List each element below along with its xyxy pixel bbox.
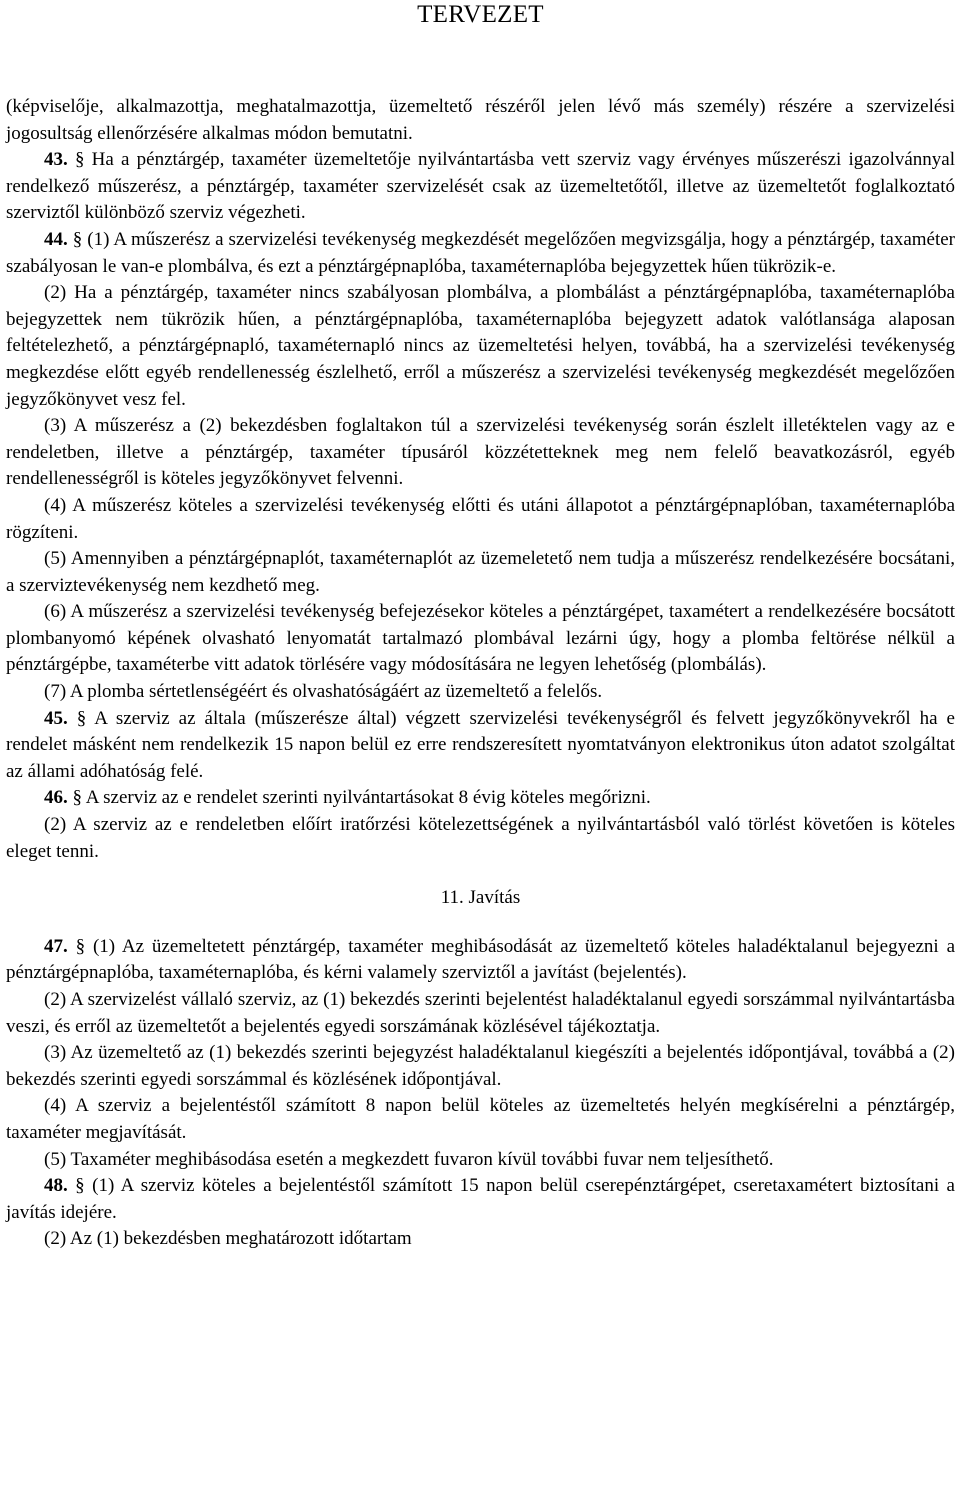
paragraph-text: (6) A műszerész a szervizelési tevékenység befejezésekor köteles a pénztárgépet, taxamétert a rendelkezésére bocsátott plombanyomó képének olvasható lenyomatát tartalmazó plombával lezárni úgy, hogy a plomba feltörése nélkül a pénztárgépbe, taxaméterbe vitt adatok törlésére vagy módosítására ne legyen lehetőség (plombálás). — [6, 601, 955, 676]
article-number: 47. — [44, 935, 68, 957]
paragraph-text: (2) A szervizelést vállaló szerviz, az (1) bekezdés szerinti bejelentést haladéktalanul egyedi sorszámmal nyilvántartásba veszi, és erről az üzemeltetőt a bejelentés egyedi sorszámának közlésével tájékoztatja. — [6, 989, 955, 1037]
article-paragraph — [6, 227, 955, 280]
paragraph-text: A szerviz az e rendelet szerinti nyilvántartásokat 8 évig köteles megőrizni. — [82, 787, 651, 809]
paragraph-text: (1) A szerviz köteles a bejelentéstől számított 15 napon belül cserepénztárgépet, cseretaxamétert biztosítani a javítás idejére. — [6, 1175, 955, 1223]
section-sign: § — [67, 149, 85, 171]
document-body — [6, 94, 955, 1253]
page-header: TERVEZET — [417, 1, 544, 28]
article-paragraph — [6, 706, 955, 786]
paragraph-text: (1) A műszerész a szervizelési tevékenység megkezdését megelőzően megvizsgálja, hogy a pénztárgép, taxaméter szabályosan le van-e plombálva, és ezt a pénztárgépnaplóba, taxaméternaplóba bejegyzettek hűen tükrözik-e. — [6, 228, 955, 277]
section-sign: § — [67, 787, 82, 809]
paragraph-text: Ha a pénztárgép, taxaméter üzemeltetője nyilvántartásba vett szerviz vagy érvényes műszerészi igazolvánnyal rendelkező műszerész, a pénztárgép, taxaméter szervizelését csak az üzemeltetőtől, illetve az üzemeltetőt foglalkoztató szerviztől különböző szerviz végezheti. — [6, 149, 956, 224]
section-sign: § — [67, 707, 87, 729]
paragraph — [6, 546, 955, 599]
article-paragraph — [6, 934, 955, 987]
paragraphs-before-section — [6, 94, 955, 865]
article-number: 44. — [44, 228, 68, 250]
paragraph — [6, 1093, 955, 1146]
paragraph-text: (2) A szerviz az e rendeletben előírt iratőrzési kötelezettségének a nyilvántartásból való törlést követően is köteles eleget tenni. — [6, 814, 955, 862]
paragraph-text: (2) Az (1) bekezdésben meghatározott időtartam — [44, 1228, 412, 1250]
paragraph — [6, 493, 955, 546]
paragraph-text: (7) A plomba sértetlenségéért és olvashatóságáért az üzemeltető a felelős. — [44, 681, 603, 703]
paragraph — [6, 280, 955, 413]
article-paragraph — [6, 147, 955, 227]
paragraph — [6, 94, 955, 147]
article-number: 43. — [44, 149, 68, 171]
section-sign: § — [67, 935, 86, 957]
paragraph-text: (3) Az üzemeltető az (1) bekezdés szerinti bejegyzést haladéktalanul kiegészíti a bejelentés időpontjával, továbbá a (2) bekezdés szerinti egyedi sorszámmal és közlésének időpontjával. — [6, 1042, 955, 1090]
article-paragraph — [6, 785, 955, 812]
article-number: 46. — [44, 787, 68, 809]
paragraphs-after-section — [6, 934, 955, 1253]
article-number: 48. — [44, 1175, 68, 1197]
paragraph-text: (4) A műszerész köteles a szervizelési tevékenység előtti és utáni állapotot a pénztárgépnaplóban, taxaméternaplóba rögzíteni. — [6, 494, 955, 543]
paragraph-text: (2) Ha a pénztárgép, taxaméter nincs szabályosan plombálva, a plombálást a pénztárgépnaplóba, taxaméternaplóba bejegyzettek nem tükrözik hűen, a pénztárgépnaplóba, taxaméternaplóba bejegyzett adatok valótlansága alaposan feltételezhető, a pénztárgépnapló, taxaméternapló nincs az üzemeltetési helyen, továbbá, ha a szervizelési tevékenység megkezdése előtt egyéb rendellenesség észlelhető, erről a műszerész a szervizelési tevékenység megkezdését megelőzően jegyzőkönyvet vesz fel. — [6, 282, 955, 410]
paragraph-text: (5) Taxaméter meghibásodása esetén a megkezdett fuvaron kívül további fuvar nem teljesíthető. — [44, 1148, 774, 1170]
paragraph-text: (3) A műszerész a (2) bekezdésben foglaltakon túl a szervizelési tevékenység során észlelt illetéktelen vagy az e rendeletben, illetve a pénztárgép, taxaméter típusáról közzétetteknek meg nem felelő beavatkozásról, egyéb rendellenességről is köteles jegyzőkönyvet felvenni. — [6, 415, 955, 490]
paragraph — [6, 413, 955, 493]
article-paragraph — [6, 1173, 955, 1226]
paragraph — [6, 1040, 955, 1093]
paragraph-text: A szerviz az általa (műszerésze által) végzett szervizelési tevékenységről és felvett jegyzőkönyvekről ha e rendelet másként nem rendelkezik 15 napon belül ez erre rendszeresített nyomtatványon elektronikus úton adatot szolgáltat az állami adóhatóság felé. — [6, 707, 955, 782]
paragraph — [6, 1147, 955, 1174]
section-heading: 11. Javítás — [440, 887, 521, 909]
paragraph-text: (képviselője, alkalmazottja, meghatalmazottja, üzemeltető részéről jelen lévő más személy) részére a szervizelési jogosultság ellenőrzésére alkalmas módon bemutatni. — [6, 96, 955, 144]
section-sign: § — [67, 228, 83, 250]
paragraph — [6, 679, 955, 706]
paragraph — [6, 599, 955, 679]
paragraph — [6, 987, 955, 1040]
paragraph-text: (5) Amennyiben a pénztárgépnaplót, taxaméternaplót az üzemeletető nem tudja a műszerész rendelkezésére bocsátani, a szerviztevékenység nem kezdhető meg. — [6, 548, 955, 596]
article-number: 45. — [44, 707, 68, 729]
paragraph-text: (4) A szerviz a bejelentéstől számított 8 napon belül köteles az üzemeltetés helyén megkísérelni a pénztárgép, taxaméter megjavítását. — [6, 1095, 955, 1143]
section-sign: § — [67, 1175, 85, 1197]
paragraph — [6, 812, 955, 865]
paragraph-text: (1) Az üzemeltetett pénztárgép, taxaméter meghibásodását az üzemeltető köteles haladéktalanul bejegyezni a pénztárgépnaplóba, taxaméternaplóba, és kérni valamely szerviztől a javítást (bejelentés). — [6, 935, 955, 984]
paragraph — [6, 1226, 955, 1253]
